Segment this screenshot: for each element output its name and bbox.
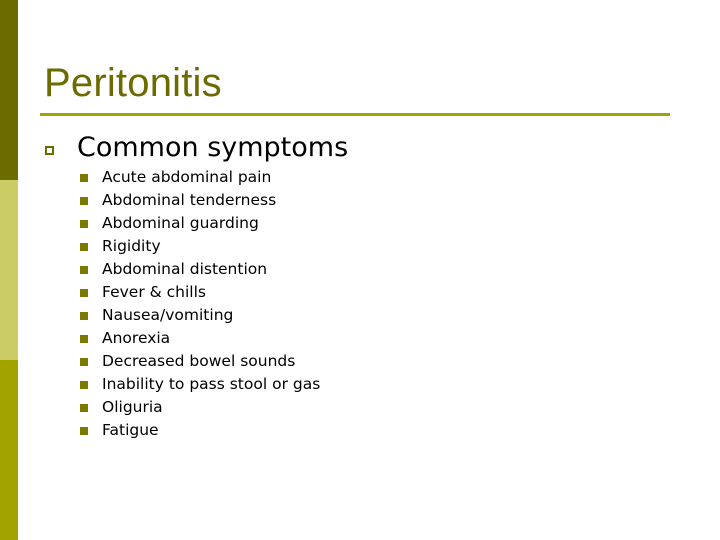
list-item-text: Acute abdominal pain xyxy=(102,168,272,186)
square-bullet-icon xyxy=(80,266,88,274)
list-item-text: Anorexia xyxy=(102,329,171,347)
level1-text: Common symptoms xyxy=(77,132,349,163)
title-underline xyxy=(40,113,670,116)
square-bullet-icon xyxy=(80,243,88,251)
list-item xyxy=(80,258,320,281)
list-item xyxy=(80,235,320,258)
list-item xyxy=(80,373,320,396)
symptom-list xyxy=(80,166,320,442)
square-bullet-icon xyxy=(80,427,88,435)
list-item xyxy=(80,212,320,235)
list-item xyxy=(80,189,320,212)
level1-bullet-row xyxy=(40,131,348,165)
list-item xyxy=(80,304,320,327)
left-accent-bar-middle xyxy=(0,180,18,360)
square-bullet-icon xyxy=(80,220,88,228)
list-item xyxy=(80,350,320,373)
list-item-text: Abdominal guarding xyxy=(102,214,259,232)
list-item-text: Inability to pass stool or gas xyxy=(102,375,321,393)
list-item xyxy=(80,327,320,350)
list-item-text: Rigidity xyxy=(102,237,161,255)
slide-title: Peritonitis xyxy=(44,61,222,105)
hollow-square-bullet-icon xyxy=(45,146,54,155)
square-bullet-icon xyxy=(80,197,88,205)
square-bullet-icon xyxy=(80,381,88,389)
list-item xyxy=(80,281,320,304)
list-item-text: Fatigue xyxy=(102,421,159,439)
list-item xyxy=(80,419,320,442)
list-item-text: Oliguria xyxy=(102,398,163,416)
list-item-text: Abdominal tenderness xyxy=(102,191,277,209)
square-bullet-icon xyxy=(80,358,88,366)
square-bullet-icon xyxy=(80,404,88,412)
left-accent-bar-top xyxy=(0,0,18,180)
square-bullet-icon xyxy=(80,174,88,182)
list-item-text: Fever & chills xyxy=(102,283,206,301)
list-item xyxy=(80,396,320,419)
list-item xyxy=(80,166,320,189)
list-item-text: Abdominal distention xyxy=(102,260,268,278)
list-item-text: Decreased bowel sounds xyxy=(102,352,296,370)
square-bullet-icon xyxy=(80,289,88,297)
square-bullet-icon xyxy=(80,335,88,343)
list-item-text: Nausea/vomiting xyxy=(102,306,234,324)
square-bullet-icon xyxy=(80,312,88,320)
left-accent-bar-bottom xyxy=(0,360,18,540)
